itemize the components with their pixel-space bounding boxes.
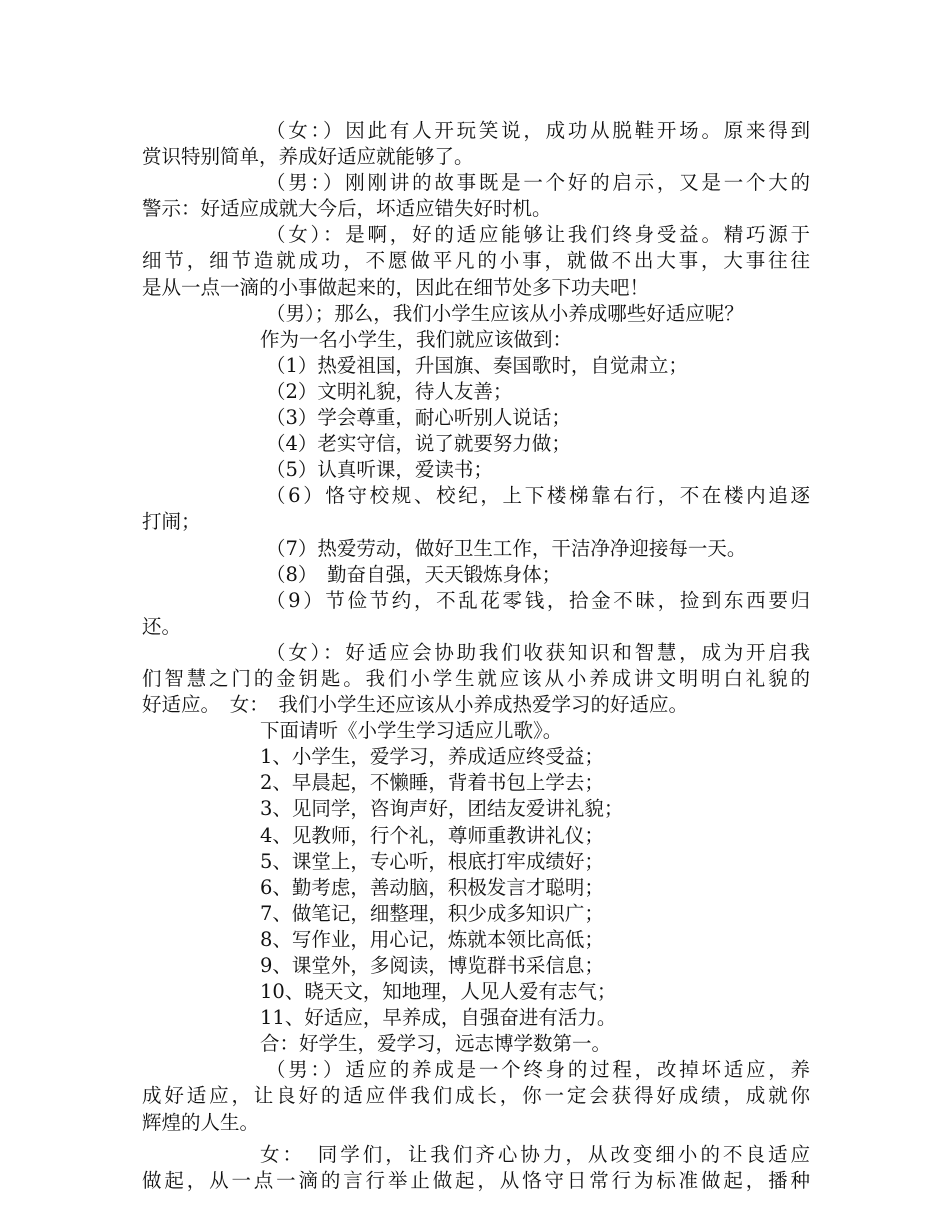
body-text <box>142 118 810 1194</box>
text-line: （7）热爱劳动，做好卫生工作，干洁净净迎接每一天。 <box>266 536 747 560</box>
text-line: （2）文明礼貌，待人友善； <box>266 379 513 403</box>
text-line: 细节，细节造就成功，不愿做平凡的小事，就做不出大事，大事往往 <box>142 249 810 273</box>
text-line: （男）；那么，我们小学生应该从小养成哪些好适应呢？ <box>266 301 744 325</box>
text-line: 8、写作业，用心记，炼就本领比高低； <box>260 927 604 951</box>
text-line: （女：）因此有人开玩笑说，成功从脱鞋开场。原来得到 <box>266 119 810 142</box>
text-line: 警示：好适应成就大今后，坏适应错失好时机。 <box>142 197 552 221</box>
text-line: （女）：好适应会协助我们收获知识和智慧，成为开启我 <box>266 640 810 664</box>
text-line: （女）：是啊，好的适应能够让我们终身受益。精巧源于 <box>266 223 810 247</box>
text-line: 们智慧之门的金钥匙。我们小学生就应该从小养成讲文明明白礼貌的 <box>142 666 810 690</box>
text-line: 作为一名小学生，我们就应该做到： <box>260 327 573 351</box>
text-line: （9）节俭节约，不乱花零钱，拾金不昧，捡到东西要归 <box>266 588 810 612</box>
text-line: （1）热爱祖国，升国旗、奏国歌时，自觉肃立； <box>266 353 688 377</box>
text-line: 11、好适应，早养成，自强奋进有活力。 <box>260 1006 617 1030</box>
text-line: 是从一点一滴的小事做起来的，因此在细节处多下功夫吧！ <box>142 275 650 299</box>
text-line: 10、晓天文，知地理，人见人爱有志气； <box>260 980 617 1004</box>
text-line: 9、课堂外，多阅读，博览群书采信息； <box>260 954 604 977</box>
text-line: （4）老实守信，说了就要努力做； <box>266 432 571 456</box>
text-line: 女： 同学们，让我们齐心协力，从改变细小的不良适应 <box>260 1142 810 1166</box>
text-line: 还。 <box>142 614 182 638</box>
text-line: 1、小学生，爱学习，养成适应终受益； <box>260 745 604 769</box>
text-line: 合：好学生，爱学习，远志博学数第一。 <box>260 1032 612 1056</box>
text-line: （5）认真听课，爱读书； <box>266 458 493 482</box>
text-line: 3、见同学，咨询声好，团结友爱讲礼貌； <box>260 797 624 821</box>
text-line: 下面请听《小学生学习适应儿歌》。 <box>260 719 563 743</box>
text-line: （3）学会尊重，耐心听别人说话； <box>266 406 571 430</box>
text-line: （男：）刚刚讲的故事既是一个好的启示，又是一个大的 <box>266 171 810 195</box>
text-line: （6）恪守校规、校纪，上下楼梯靠右行，不在楼内追逐 <box>266 484 810 508</box>
text-line: 做起，从一点一滴的言行举止做起，从恪守日常行为标准做起，播种 <box>142 1168 810 1192</box>
text-line: 7、做笔记，细整理，积少成多知识广； <box>260 901 604 925</box>
text-line: （8） 勤奋自强，天天锻炼身体； <box>266 562 562 586</box>
text-line: 2、早晨起，不懒睡，背着书包上学去； <box>260 771 604 795</box>
text-line: 6、勤考虑，善动脑，积极发言才聪明； <box>260 875 604 899</box>
text-line: 辉煌的人生。 <box>142 1110 260 1134</box>
text-line: （男：）适应的养成是一个终身的过程，改掉坏适应，养 <box>266 1058 810 1082</box>
text-line: 5、课堂上，专心听，根底打牢成绩好； <box>260 849 604 873</box>
text-line: 好适应。 女： 我们小学生还应该从小养成热爱学习的好适应。 <box>142 693 689 717</box>
text-line: 赏识特别简单，养成好适应就能够了。 <box>142 145 474 169</box>
text-line: 成好适应，让良好的适应伴我们成长，你一定会获得好成绩，成就你 <box>142 1084 810 1108</box>
text-line: 4、见教师，行个礼，尊师重教讲礼仪； <box>260 823 604 847</box>
text-line: 打闹； <box>142 510 201 534</box>
